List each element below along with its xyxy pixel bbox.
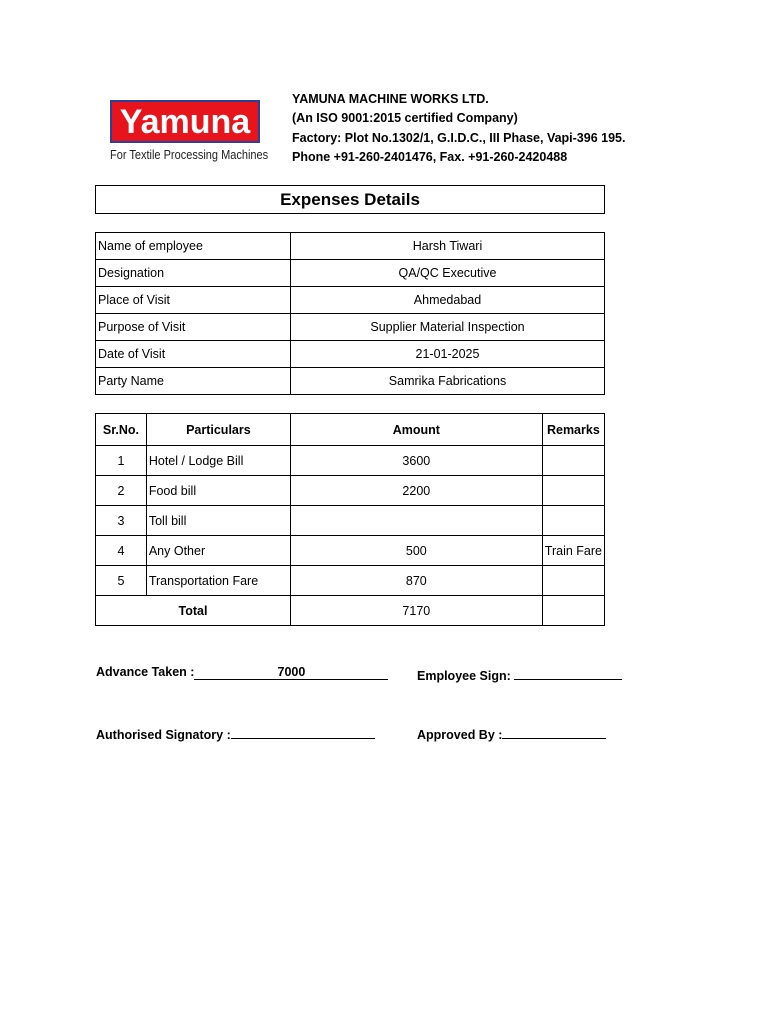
expense-row	[96, 476, 605, 506]
header-sr-no: Sr.No.	[96, 414, 147, 446]
total-row	[96, 596, 605, 626]
info-label: Designation	[96, 260, 291, 287]
info-row	[96, 314, 605, 341]
info-row	[96, 341, 605, 368]
info-label: Purpose of Visit	[96, 314, 291, 341]
expense-remarks	[542, 476, 604, 506]
company-name: YAMUNA MACHINE WORKS LTD.	[292, 92, 489, 106]
form-title: Expenses Details	[95, 185, 605, 214]
company-details	[292, 90, 625, 167]
total-amount: 7170	[290, 596, 542, 626]
expense-particular: Toll bill	[146, 506, 290, 536]
header-remarks: Remarks	[542, 414, 604, 446]
authorised-signatory-label: Authorised Signatory :	[96, 728, 231, 742]
logo-tagline: For Textile Processing Machines	[110, 148, 269, 162]
employee-sign-field	[417, 665, 622, 683]
advance-taken-field	[96, 665, 388, 680]
expense-amount: 3600	[290, 446, 542, 476]
authorised-signatory-line	[231, 724, 375, 739]
total-remarks	[542, 596, 604, 626]
expense-remarks	[542, 566, 604, 596]
company-phone: Phone +91-260-2401476, Fax. +91-260-2420488	[292, 149, 568, 164]
total-label: Total	[96, 596, 291, 626]
expense-amount: 870	[290, 566, 542, 596]
employee-sign-line	[514, 665, 622, 680]
approved-by-label: Approved By :	[417, 728, 503, 742]
expense-remarks	[542, 446, 604, 476]
info-value: Harsh Tiwari	[291, 233, 605, 260]
info-row	[96, 368, 605, 395]
info-row	[96, 260, 605, 287]
expense-particular: Any Other	[146, 536, 290, 566]
expense-sr: 4	[96, 536, 147, 566]
info-row	[96, 287, 605, 314]
expense-particular: Transportation Fare	[146, 566, 290, 596]
header-amount: Amount	[290, 414, 542, 446]
employee-info-table	[95, 232, 605, 395]
employee-sign-label: Employee Sign:	[417, 669, 511, 683]
expenses-table	[95, 413, 605, 626]
approved-by-field	[417, 724, 606, 742]
expense-sr: 5	[96, 566, 147, 596]
info-label: Date of Visit	[96, 341, 291, 368]
info-label: Name of employee	[96, 233, 291, 260]
expenses-header-row	[96, 414, 605, 446]
expense-sr: 1	[96, 446, 147, 476]
company-certification: (An ISO 9001:2015 certified Company)	[292, 111, 518, 126]
approved-by-line	[502, 724, 606, 739]
expense-remarks: Train Fare	[542, 536, 604, 566]
info-value: 21-01-2025	[291, 341, 605, 368]
expense-row	[96, 566, 605, 596]
expense-sr: 2	[96, 476, 147, 506]
info-label: Party Name	[96, 368, 291, 395]
expense-row	[96, 506, 605, 536]
company-address: Factory: Plot No.1302/1, G.I.D.C., III Phase, Vapi-396 195.	[292, 130, 626, 145]
advance-taken-value: 7000	[194, 665, 388, 680]
authorised-signatory-field	[96, 724, 375, 742]
info-value: Supplier Material Inspection	[291, 314, 605, 341]
expense-sr: 3	[96, 506, 147, 536]
advance-taken-label: Advance Taken :	[96, 665, 195, 679]
info-value: QA/QC Executive	[291, 260, 605, 287]
expense-particular: Food bill	[146, 476, 290, 506]
logo-wordmark: Yamuna	[110, 100, 260, 143]
info-label: Place of Visit	[96, 287, 291, 314]
expense-remarks	[542, 506, 604, 536]
info-value: Samrika Fabrications	[291, 368, 605, 395]
expense-row	[96, 536, 605, 566]
expense-amount: 2200	[290, 476, 542, 506]
info-value: Ahmedabad	[291, 287, 605, 314]
header-particulars: Particulars	[146, 414, 290, 446]
expense-amount	[290, 506, 542, 536]
company-logo	[110, 100, 270, 162]
expense-row	[96, 446, 605, 476]
info-row	[96, 233, 605, 260]
expense-particular: Hotel / Lodge Bill	[146, 446, 290, 476]
expense-amount: 500	[290, 536, 542, 566]
